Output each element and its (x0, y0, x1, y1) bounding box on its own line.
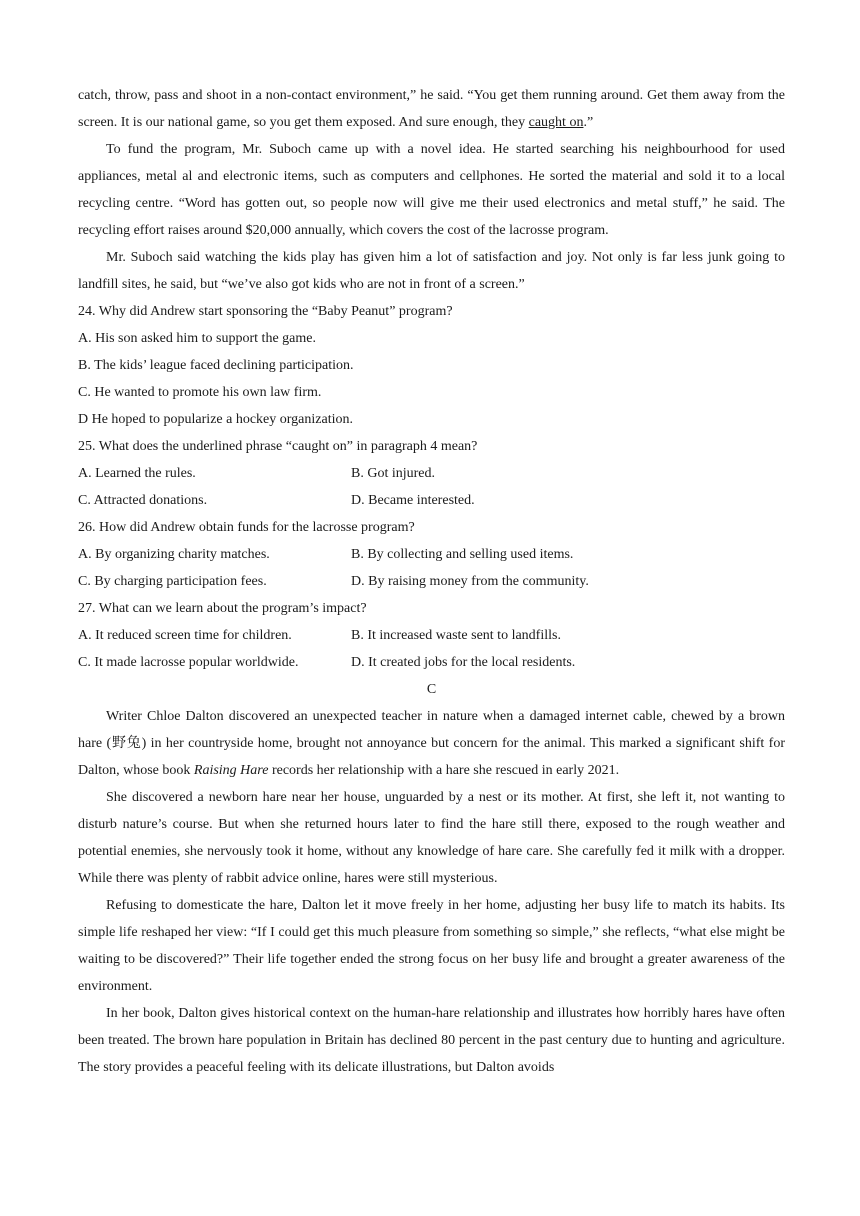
option-b: B. It increased waste sent to landfills. (351, 628, 561, 643)
option-a: A. By organizing charity matches. (78, 547, 270, 562)
book-title: Raising Hare (193, 763, 269, 778)
option-c: C. He wanted to promote his own law firm. (78, 385, 322, 400)
passage-c-paragraph-2: She discovered a newborn hare near her house, unguarded by a nest or its mother. At first, she left it, not wanting to disturb nature’s course. But when she returned hours later to find the hare still there, exposed to the rough weather and potential enemies, she nervously took it home, without any knowledge of hare care. She carefully fed it milk with a dropper. While there was plenty of rabbit advice online, hares were still mysterious. (78, 790, 785, 886)
passage-c-paragraph-3: Refusing to domesticate the hare, Dalton let it move freely in her home, adjusting her busy life to match its habits. Its simple life reshaped her view: “If I could get this much pleasure from something so simple,” she reflects, “what else might be waiting to be discovered?” Their life together ended the strong focus on her busy life and brought a greater awareness of the environment. (78, 898, 785, 994)
exam-page (78, 82, 785, 1081)
question-25 (78, 433, 785, 514)
option-a: A. His son asked him to support the game. (78, 331, 316, 346)
passage-c-paragraph-4: In her book, Dalton gives historical context on the human-hare relationship and illustrates how horribly hares have often been treated. The brown hare population in Britain has declined 80 percent in the past century due to hunting and agriculture. The story provides a peaceful feeling with its delicate illustrations, but Dalton avoids (78, 1006, 785, 1075)
passage-b-paragraph-1: catch, throw, pass and shoot in a non-contact environment,” he said. “You get them running around. Get them away from the screen. It is our national game, so you get them exposed. And sure enough, they caught on.” (78, 88, 785, 130)
option-d: D. By raising money from the community. (351, 574, 589, 589)
option-c: C. It made lacrosse popular worldwide. (78, 655, 299, 670)
underlined-phrase: caught on (528, 115, 584, 130)
question-stem: 27. What can we learn about the program’s impact? (78, 601, 367, 616)
option-b: B. The kids’ league faced declining participation. (78, 358, 354, 373)
passage-b-paragraph-3: Mr. Suboch said watching the kids play has given him a lot of satisfaction and joy. Not only is far less junk going to landfill sites, he said, but “we’ve also got kids who are not in front of a screen.” (78, 250, 785, 292)
option-a: A. It reduced screen time for children. (78, 628, 292, 643)
option-d: D He hoped to popularize a hockey organization. (78, 412, 353, 427)
question-stem: 24. Why did Andrew start sponsoring the “Baby Peanut” program? (78, 304, 453, 319)
question-stem: 26. How did Andrew obtain funds for the lacrosse program? (78, 520, 415, 535)
question-27 (78, 595, 785, 676)
question-26 (78, 514, 785, 595)
passage-c-paragraph-1: Writer Chloe Dalton discovered an unexpected teacher in nature when a damaged internet cable, chewed by a brown hare (野兔) in her countryside home, brought not annoyance but concern for the animal. This marked a significant shift for Dalton, whose book Raising Hare records her relationship with a hare she rescued in early 2021. (78, 709, 785, 778)
option-c: C. By charging participation fees. (78, 574, 267, 589)
option-b: B. By collecting and selling used items. (351, 547, 574, 562)
question-24 (78, 298, 785, 433)
option-b: B. Got injured. (351, 466, 435, 481)
passage-b-paragraph-2: To fund the program, Mr. Suboch came up with a novel idea. He started searching his neighbourhood for used appliances, metal al and electronic items, such as computers and cellphones. He sorted the material and sold it to a local recycling centre. “Word has gotten out, so people now will give me their used electronics and metal stuff,” he said. The recycling effort raises around $20,000 annually, which covers the cost of the lacrosse program. (78, 142, 785, 238)
option-d: D. It created jobs for the local residents. (351, 655, 576, 670)
option-c: C. Attracted donations. (78, 493, 208, 508)
question-stem: 25. What does the underlined phrase “caught on” in paragraph 4 mean? (78, 439, 478, 454)
option-d: D. Became interested. (351, 493, 475, 508)
section-heading-c: C (426, 682, 437, 697)
option-a: A. Learned the rules. (78, 466, 196, 481)
